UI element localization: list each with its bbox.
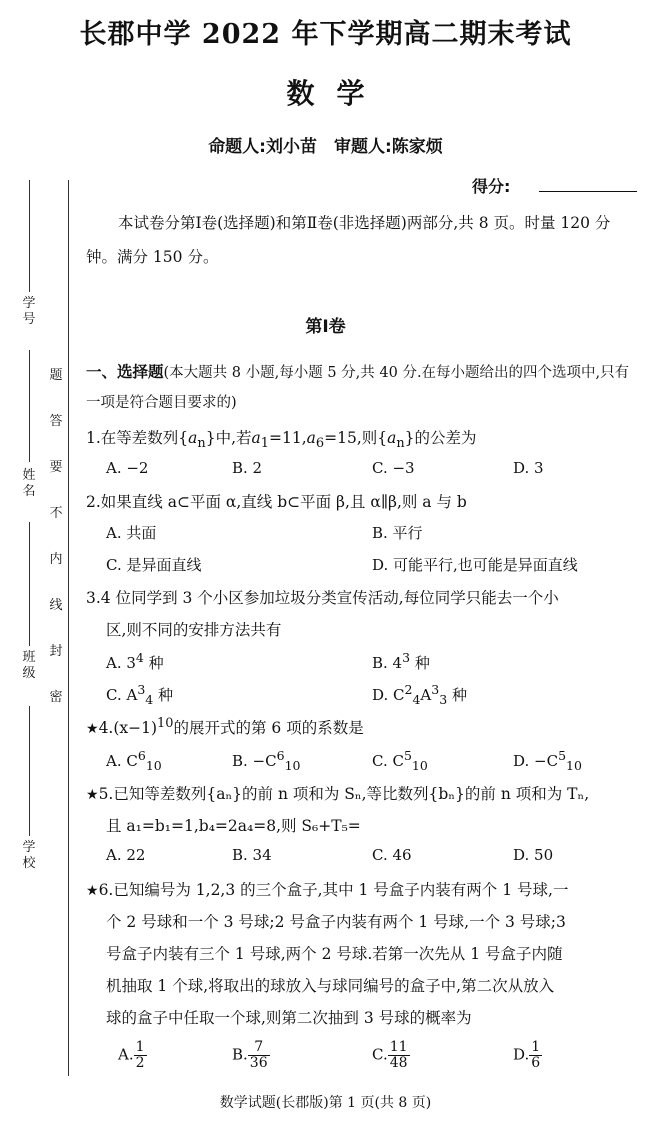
option-b[interactable]: B. 34 <box>232 846 272 864</box>
superscript: 4 <box>135 650 144 665</box>
seal-char: 答 <box>49 414 63 429</box>
subscript: 6 <box>315 436 325 452</box>
stem-text: }中,若 <box>205 429 252 447</box>
option-a[interactable]: A. 共面 <box>106 524 157 542</box>
numerator: 1 <box>531 1039 541 1055</box>
question-4 <box>86 716 364 738</box>
question-2 <box>86 490 467 512</box>
question-number: 4. <box>98 719 114 738</box>
question-6 <box>86 878 568 900</box>
class-blank[interactable] <box>29 522 30 646</box>
option-d[interactable] <box>372 682 467 707</box>
numerator: 7 <box>248 1040 270 1056</box>
superscript: 6 <box>276 748 285 763</box>
opt-label: B. <box>232 1045 248 1064</box>
opt-text: A. 3 <box>106 654 136 672</box>
stem-text: }的公差为 <box>404 429 477 447</box>
stem-text: 在等差数列{ <box>100 429 189 447</box>
seal-char: 线 <box>49 598 63 613</box>
opt-text: 种 <box>153 686 173 704</box>
binding-line <box>68 180 69 1076</box>
question-5-cont: 且 a₁=b₁=1,b₄=2a₄=8,则 S₆+T₅= <box>106 817 361 835</box>
option-d[interactable]: D. 可能平行,也可能是异面直线 <box>372 556 578 574</box>
option-b[interactable] <box>232 748 300 773</box>
question-6-line: 个 2 号球和一个 3 号球;2 号盒子内装有两个 1 号球,一个 3 号球;3 <box>106 913 566 931</box>
score-blank[interactable] <box>539 191 637 192</box>
question-number: 5. <box>98 785 114 803</box>
seal-char: 封 <box>49 644 63 659</box>
superscript: 3 <box>431 682 440 697</box>
opt-text: B. 4 <box>372 654 403 672</box>
subscript: 10 <box>284 758 301 773</box>
superscript: 3 <box>137 682 146 697</box>
subscript: 10 <box>145 758 162 773</box>
question-1 <box>86 426 477 451</box>
stem-text: 如果直线 a⊂平面 α,直线 b⊂平面 β,且 α∥β,则 a 与 b <box>100 493 467 511</box>
option-b[interactable]: B. 平行 <box>372 524 423 542</box>
section-title: 一、选择题 <box>86 362 164 381</box>
numerator: 11 <box>389 1039 408 1055</box>
option-a[interactable]: A. −2 <box>106 459 149 477</box>
opt-text: A <box>420 686 432 704</box>
page-footer: 数学试题(长郡版)第 1 页(共 8 页) <box>219 1095 432 1111</box>
subscript: 4 <box>145 692 154 707</box>
question-6-line: 球的盒子中任取一个球,则第二次抽到 3 号球的概率为 <box>106 1009 472 1027</box>
subscript: 4 <box>412 692 421 707</box>
option-c[interactable]: C. 46 <box>372 846 412 864</box>
intro-paragraph: 本试卷分第Ⅰ卷(选择题)和第Ⅱ卷(非选择题)两部分,共 8 页。时量 120 分钟。满分 150 分。 <box>86 214 611 266</box>
student-id-blank[interactable] <box>29 180 30 292</box>
var: a <box>387 429 397 447</box>
authors-line: 命题人:刘小苗 审题人:陈家烦 <box>208 137 443 157</box>
option-b[interactable]: B. 2 <box>232 459 263 477</box>
opt-text: A. C <box>106 752 138 770</box>
option-c[interactable] <box>372 1040 410 1071</box>
option-d[interactable]: D. 3 <box>513 459 544 477</box>
subject-title: 数学 <box>286 77 387 110</box>
star-icon: ★ <box>86 883 99 899</box>
var: a <box>251 429 261 447</box>
class-label: 班级 <box>22 650 36 681</box>
denominator: 48 <box>389 1055 408 1071</box>
superscript: 5 <box>403 748 412 763</box>
opt-text: D. −C <box>513 752 559 770</box>
option-d[interactable] <box>513 748 582 773</box>
part-title: 第Ⅰ卷 <box>305 317 346 337</box>
denominator: 36 <box>249 1055 268 1071</box>
option-a[interactable] <box>118 1040 147 1071</box>
question-number: 1. <box>86 429 101 447</box>
fraction <box>134 1040 147 1071</box>
question-3-cont: 区,则不同的安排方法共有 <box>106 621 282 639</box>
var: a <box>188 429 198 447</box>
opt-text: C. A <box>106 686 138 704</box>
superscript: 2 <box>404 682 413 697</box>
star-icon: ★ <box>86 721 99 738</box>
student-id-label: 学号 <box>22 296 36 327</box>
subscript: 10 <box>566 758 582 773</box>
seal-char: 内 <box>49 552 63 567</box>
seal-char: 要 <box>49 460 63 475</box>
stem-text: 的展开式的第 6 项的系数是 <box>173 719 364 738</box>
subscript: 3 <box>439 692 448 707</box>
superscript: 3 <box>402 650 411 665</box>
seal-char: 不 <box>49 506 63 521</box>
superscript: 10 <box>157 716 174 731</box>
question-number: 6. <box>98 881 114 899</box>
exam-title: 长郡中学 2022 年下学期高二期末考试 <box>79 19 572 50</box>
option-a[interactable]: A. 22 <box>106 846 146 864</box>
school-blank[interactable] <box>29 706 30 836</box>
stem-text: 已知编号为 1,2,3 的三个盒子,其中 1 号盒子内装有两个 1 号球,一 <box>113 881 569 899</box>
school-label: 学校 <box>22 840 36 871</box>
stem-text: 已知等差数列{aₙ}的前 n 项和为 Sₙ,等比数列{bₙ}的前 n 项和为 Tₙ, <box>113 785 590 803</box>
numerator: 1 <box>135 1039 145 1055</box>
stem-text: (x−1) <box>113 719 158 738</box>
section-heading <box>86 357 641 418</box>
subscript: 10 <box>411 758 428 773</box>
seal-char: 密 <box>49 690 63 705</box>
opt-text: C. C <box>372 752 404 770</box>
name-blank[interactable] <box>29 350 30 462</box>
seal-char: 题 <box>49 368 63 383</box>
option-c[interactable] <box>372 748 428 773</box>
stem-text: 4 位同学到 3 个小区参加垃圾分类宣传活动,每位同学只能去一个小 <box>100 589 559 607</box>
subscript: n <box>396 436 405 452</box>
fraction <box>388 1040 410 1071</box>
section-note: (本大题共 8 小题,每小题 5 分,共 40 分.在每小题给出的四个选项中,只有一项是符合题目要求的) <box>86 365 630 411</box>
option-a[interactable] <box>106 650 164 673</box>
option-c[interactable] <box>106 682 173 707</box>
option-d[interactable] <box>513 1040 542 1071</box>
subscript: 1 <box>260 436 269 452</box>
denominator: 2 <box>135 1055 145 1071</box>
var: a <box>306 429 316 447</box>
superscript: 6 <box>137 748 146 763</box>
option-a[interactable] <box>106 748 162 773</box>
opt-text: D. C <box>372 686 405 704</box>
opt-text: B. −C <box>232 752 277 770</box>
option-c[interactable]: C. −3 <box>372 459 415 477</box>
opt-label: A. <box>118 1045 134 1064</box>
name-label: 姓名 <box>22 468 36 499</box>
question-6-line: 机抽取 1 个球,将取出的球放入与球同编号的盒子中,第二次从放入 <box>106 977 555 995</box>
fraction <box>248 1040 270 1071</box>
option-c[interactable]: C. 是异面直线 <box>106 556 202 574</box>
score-label: 得分: <box>472 177 511 196</box>
stem-text: =11, <box>269 429 307 447</box>
question-6-line: 号盒子内装有三个 1 号球,两个 2 号球.若第一次先从 1 号盒子内随 <box>106 945 563 963</box>
option-b[interactable] <box>372 650 430 673</box>
option-d[interactable]: D. 50 <box>513 846 554 864</box>
question-5 <box>86 782 589 804</box>
opt-text: 种 <box>447 686 467 704</box>
opt-text: 种 <box>143 654 164 672</box>
stem-text: =15,则{ <box>324 429 388 447</box>
opt-label: C. <box>372 1045 388 1064</box>
opt-text: 种 <box>410 654 430 672</box>
superscript: 5 <box>558 748 567 763</box>
fraction <box>529 1040 542 1071</box>
question-3 <box>86 586 559 608</box>
subscript: n <box>197 436 206 452</box>
question-number: 3. <box>86 589 101 607</box>
question-number: 2. <box>86 493 101 511</box>
option-b[interactable] <box>232 1040 270 1071</box>
opt-label: D. <box>513 1045 530 1064</box>
star-icon: ★ <box>86 787 99 803</box>
denominator: 6 <box>531 1055 541 1071</box>
